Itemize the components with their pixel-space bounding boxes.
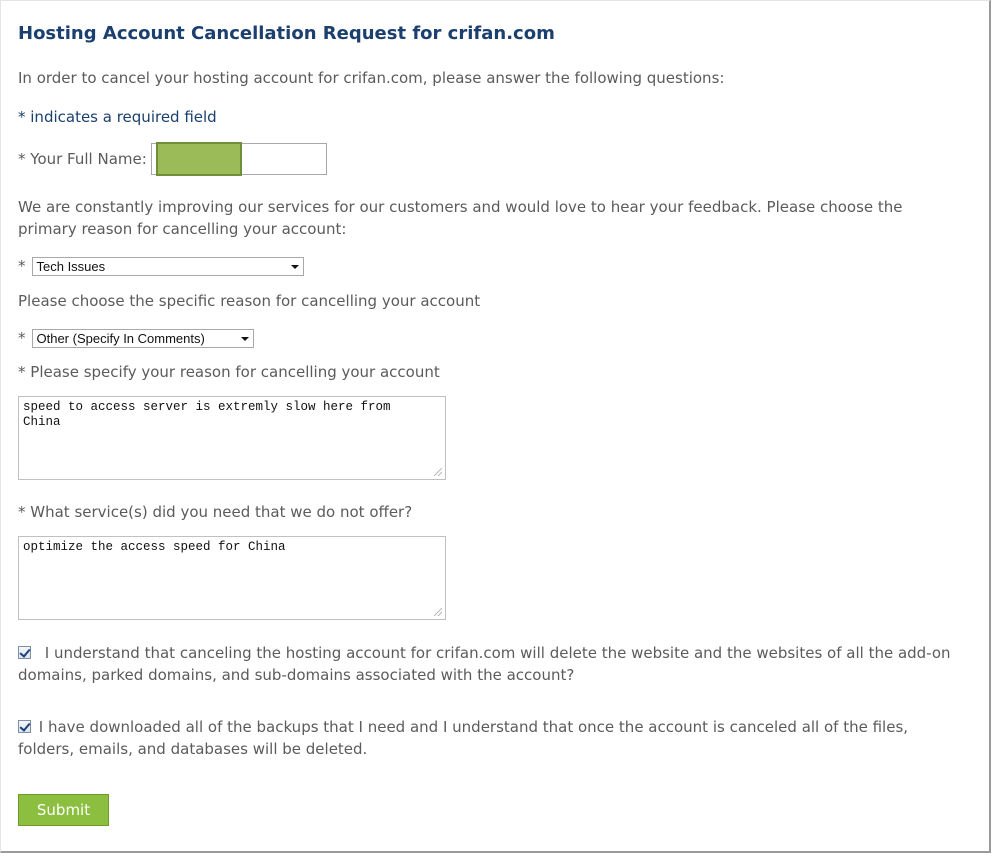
required-star: * — [18, 329, 26, 347]
intro-text: In order to cancel your hosting account for crifan.com, please answer the following questions: — [18, 69, 725, 87]
service-label: * What service(s) did you need that we do not offer? — [18, 503, 413, 521]
confirm-backup-text: I have downloaded all of the backups that I need and I understand that once the account is canceled all of the files, folders, emails, and databases will be deleted. — [18, 718, 909, 758]
specific-reason-value: Other (Specify In Comments) — [36, 330, 205, 346]
dropdown-arrow-icon — [241, 337, 249, 341]
confirm-delete-checkbox[interactable] — [18, 646, 31, 659]
specific-reason-prompt: Please choose the specific reason for cancelling your account — [18, 292, 481, 310]
required-star: * — [18, 257, 26, 275]
confirm-delete-text: I understand that canceling the hosting account for crifan.com will delete the website and the websites of all the add-on domains, parked domains, and sub-domains associated with the account? — [18, 644, 951, 684]
submit-button[interactable]: Submit — [18, 794, 109, 826]
primary-reason-select[interactable] — [32, 257, 304, 276]
reason-textarea-box — [18, 396, 446, 480]
primary-reason-value: Tech Issues — [36, 258, 106, 274]
service-textarea-box — [18, 536, 446, 620]
resize-grip-icon[interactable] — [434, 468, 442, 476]
service-textarea[interactable] — [19, 537, 445, 619]
confirm-backup-row — [18, 716, 963, 760]
full-name-row — [18, 142, 963, 176]
confirm-backup-checkbox[interactable] — [18, 720, 31, 733]
reason-textarea[interactable] — [19, 397, 445, 479]
full-name-input[interactable] — [152, 144, 326, 174]
dropdown-arrow-icon — [291, 265, 299, 269]
required-field-note: * indicates a required field — [18, 108, 217, 126]
confirm-delete-row — [18, 642, 963, 686]
specific-reason-select[interactable] — [32, 329, 254, 348]
resize-grip-icon[interactable] — [434, 608, 442, 616]
reason-label: * Please specify your reason for cancelling your account — [18, 363, 440, 381]
full-name-field-box — [151, 143, 327, 175]
specific-reason-row — [18, 328, 963, 348]
page-title: Hosting Account Cancellation Request for crifan.com — [18, 23, 555, 44]
cancellation-form — [18, 22, 963, 826]
feedback-prompt: We are constantly improving our services for our customers and would love to hear your feedback. Please choose the primary reason for cancelling your account: — [18, 198, 903, 238]
primary-reason-row — [18, 256, 963, 276]
full-name-label: * Your Full Name: — [18, 150, 147, 168]
